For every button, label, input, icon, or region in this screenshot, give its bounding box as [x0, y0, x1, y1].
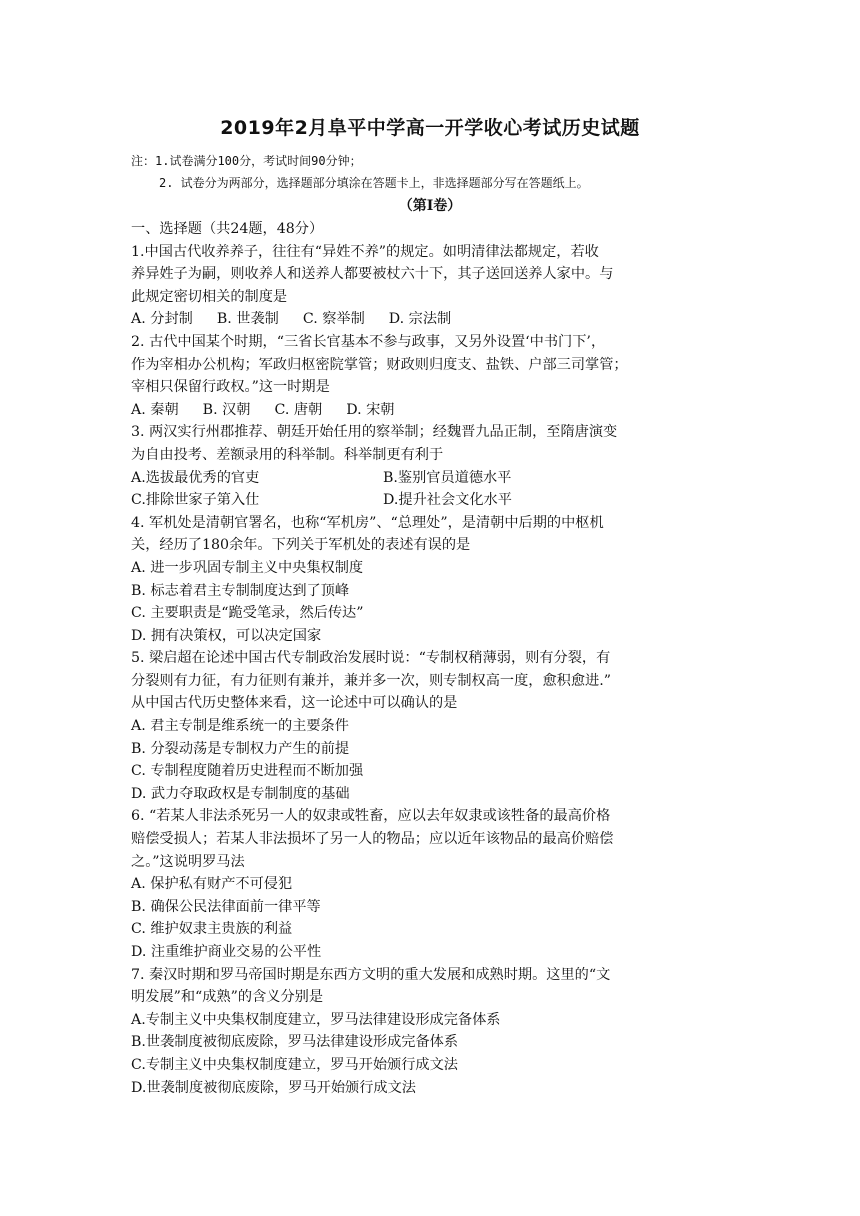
question-4 [131, 512, 731, 648]
question-options-row [131, 489, 731, 512]
question-7 [131, 964, 731, 1100]
option-c: C. 唐朝 [274, 401, 323, 418]
question-stem-line: 4. 军机处是清朝官署名，也称“军机房”、“总理处”，是清朝中后期的中枢机 [131, 514, 604, 531]
option-a: A.专制主义中央集权制度建立，罗马法律建设形成完备体系 [131, 1011, 501, 1028]
option-a: A. 进一步巩固专制主义中央集权制度 [131, 559, 364, 576]
option-a: A. 保护私有财产不可侵犯 [131, 876, 293, 893]
question-stem-line: 2. 古代中国某个时期，“三省长官基本不参与政事，又另外设置‘中书门下’， [131, 333, 606, 350]
option-d: D.世袭制度被彻底废除，罗马开始颁行成文法 [131, 1079, 416, 1096]
question-stem-line: 作为宰相办公机构；军政归枢密院掌管；财政则归度支、盐铁、户部三司掌管； [131, 356, 628, 373]
option-a: A. 分封制 [131, 311, 193, 328]
question-options [131, 399, 731, 422]
note-line-2: 2. 试卷分为两部分，选择题部分填涂在答题卡上，非选择题部分写在答题纸上。 [159, 176, 589, 190]
option-c: C.排除世家子第入仕 [131, 492, 260, 509]
question-stem-line: 6. “若某人非法杀死另一人的奴隶或牲畜，应以去年奴隶或该牲备的最高价格 [131, 808, 611, 825]
section-heading: 一、选择题（共24题，48分） [131, 221, 324, 237]
question-stem-line: 养异姓子为嗣，则收养人和送养人都要被杖六十下，其子送回送养人家中。与 [131, 266, 614, 283]
option-b: B. 世袭制 [216, 311, 279, 328]
option-c: C. 察举制 [302, 311, 365, 328]
option-c: C.专制主义中央集权制度建立，罗马开始颁行成文法 [131, 1056, 458, 1073]
question-stem-line: 5. 梁启超在论述中国古代专制政治发展时说：“专制权稍薄弱，则有分裂，有 [131, 650, 611, 667]
question-options-row [131, 467, 731, 490]
option-b: B. 标志着君主专制制度达到了顶峰 [131, 582, 350, 599]
question-stem-line: 关，经历了180余年。下列关于军机处的表述有误的是 [131, 537, 471, 554]
question-stem-line: 为自由投考、差额录用的科举制。科举制更有利于 [131, 446, 444, 463]
option-b: B.世袭制度被彻底废除，罗马法律建设形成完备体系 [131, 1034, 459, 1051]
question-stem-line: 之。”这说明罗马法 [131, 853, 245, 870]
option-b: B. 确保公民法律面前一律平等 [131, 898, 321, 915]
page-title: 2019年2月阜平中学高一开学收心考试历史试题 [220, 117, 640, 139]
option-b: B. 汉朝 [202, 401, 251, 418]
option-a: A.选拔最优秀的官吏 [131, 469, 260, 486]
question-1 [131, 241, 731, 331]
question-stem-line: 此规定密切相关的制度是 [131, 288, 288, 305]
part-heading: （第Ⅰ卷） [398, 198, 462, 214]
exam-notes [131, 150, 771, 194]
option-b: B. 分裂动荡是专制权力产生的前提 [131, 740, 350, 757]
question-options [131, 308, 731, 331]
option-d: D. 宋朝 [346, 401, 395, 418]
option-d: D. 宗法制 [388, 311, 452, 328]
question-stem-line: 1.中国古代收养养子，往往有“异姓不养”的规定。如明清律法都规定，若收 [131, 243, 599, 260]
option-c: C. 主要职责是“跪受笔录，然后传达” [131, 605, 364, 622]
question-2 [131, 331, 731, 421]
question-stem-line: 赔偿受损人；若某人非法损坏了另一人的物品；应以近年该物品的最高价赔偿 [131, 831, 614, 848]
question-3 [131, 421, 731, 511]
option-d: D. 武力夺取政权是专制制度的基础 [131, 785, 350, 802]
option-a: A. 君主专制是维系统一的主要条件 [131, 718, 349, 735]
question-stem-line: 7. 秦汉时期和罗马帝国时期是东西方文明的重大发展和成熟时期。这里的“文 [131, 966, 611, 983]
option-c: C. 维护奴隶主贵族的利益 [131, 921, 293, 938]
question-stem-line: 3. 两汉实行州郡推荐、朝廷开始任用的察举制；经魏晋九品正制，至隋唐演变 [131, 424, 618, 441]
option-d: D.提升社会文化水平 [383, 492, 512, 509]
question-stem-line: 从中国古代历史整体来看，这一论述中可以确认的是 [131, 695, 458, 712]
option-b: B.鉴别官员道德水平 [383, 469, 512, 486]
option-a: A. 秦朝 [131, 401, 179, 418]
option-d: D. 拥有决策权，可以决定国家 [131, 627, 322, 644]
question-5 [131, 647, 731, 805]
question-stem-line: 明发展”和“成熟”的含义分别是 [131, 989, 324, 1006]
questions-body [131, 218, 731, 1099]
option-c: C. 专制程度随着历史进程而不断加强 [131, 763, 364, 780]
note-line-1: 注：1.试卷满分100分，考试时间90分钟； [131, 154, 362, 168]
question-6 [131, 805, 731, 963]
question-stem-line: 分裂则有力征，有力征则有兼并，兼并多一次，则专制权高一度，愈积愈进.” [131, 672, 611, 689]
option-d: D. 注重维护商业交易的公平性 [131, 944, 322, 960]
question-stem-line: 宰相只保留行政权。”这一时期是 [131, 379, 330, 396]
